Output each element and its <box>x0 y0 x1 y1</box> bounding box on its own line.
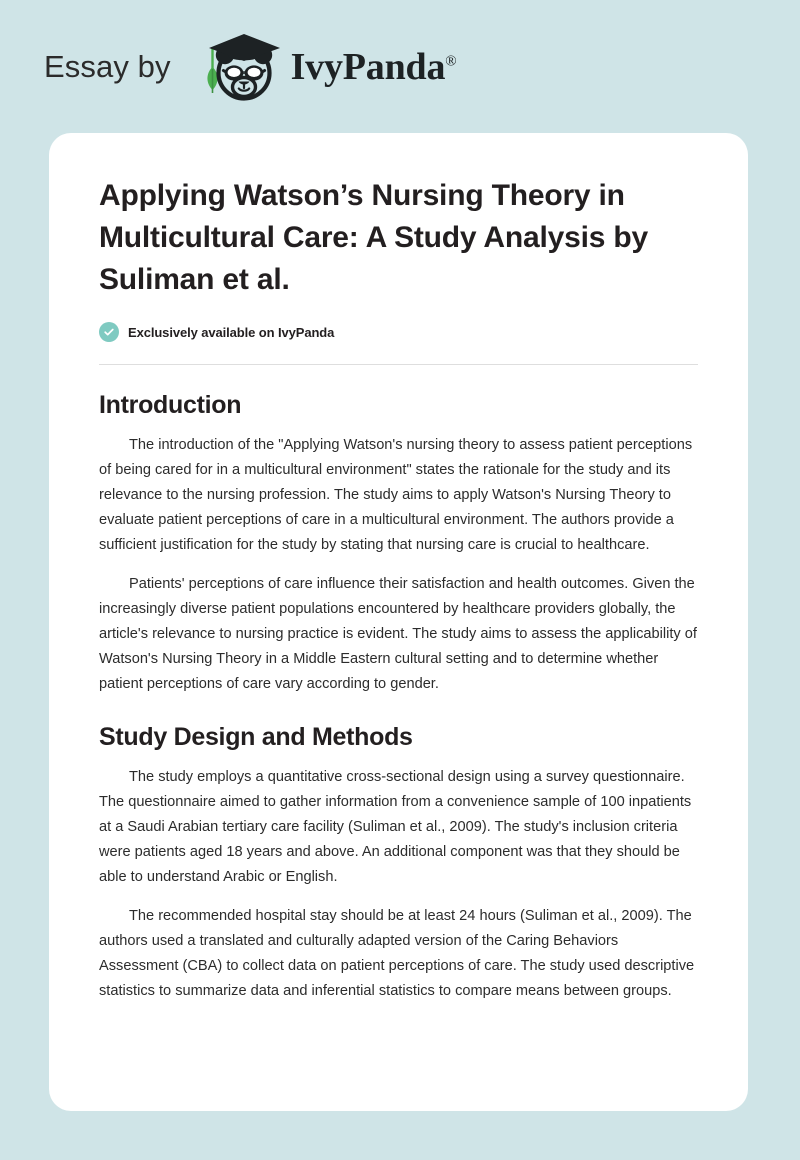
paragraph: The study employs a quantitative cross-sectional design using a survey questionnaire. The questionnaire aimed to gather information from a convenience sample of 100 inpatients at a Saudi Arabian tertiary care facility (Suliman et al., 2009). The study's inclusion criteria were patients aged 18 years and above. An additional component was that they should be able to understand Arabic or English. <box>99 769 692 885</box>
status-badge: Exclusively available on IvyPanda <box>128 324 335 340</box>
page-title: Applying Watson’s Nursing Theory in Multicultural Care: A Study Analysis by Suliman et al. <box>99 179 648 296</box>
paragraph: Patients' perceptions of care influence their satisfaction and health outcomes. Given the increasingly diverse patient populations encountered by healthcare providers globally, the article's relevance to nursing practice is evident. The study aims to assess the applicability of Watson's Nursing Theory in a Middle Eastern cultural setting and to determine whether patient perceptions of care vary according to gender. <box>99 576 697 692</box>
section-heading: Introduction <box>99 391 242 419</box>
essay-card <box>49 133 748 1111</box>
essay-by-label: Essay by <box>44 49 171 84</box>
wordmark-text: IvyPanda <box>290 45 446 88</box>
registered-trademark-icon: ® <box>445 52 457 69</box>
ivypanda-logo[interactable] <box>187 29 457 105</box>
ivypanda-wordmark <box>290 45 457 88</box>
brand-header <box>0 0 800 133</box>
check-circle-icon <box>99 322 119 342</box>
paragraph: The recommended hospital stay should be at least 24 hours (Suliman et al., 2009). The authors used a translated and culturally adapted version of the Caring Behaviors Assessment (CBA) to collect data on patient perceptions of care. The study used descriptive statistics to summarize data and inferential statistics to compare means between groups. <box>99 908 695 999</box>
section-heading: Study Design and Methods <box>99 723 413 751</box>
exclusive-availability-badge <box>99 322 698 342</box>
panda-graduation-cap-logo-icon <box>187 29 295 105</box>
section-study-design-and-methods <box>99 723 698 1004</box>
paragraph: The introduction of the "Applying Watson's nursing theory to assess patient perceptions of being cared for in a multicultural environment" states the rationale for the study and its relevance to the nursing profession. The study aims to apply Watson's Nursing Theory to evaluate patient perceptions of care in a multicultural environment. The authors provide a sufficient justification for the study by stating that nursing care is crucial to healthcare. <box>99 437 693 553</box>
section-introduction <box>99 391 698 697</box>
header-divider <box>99 364 698 365</box>
